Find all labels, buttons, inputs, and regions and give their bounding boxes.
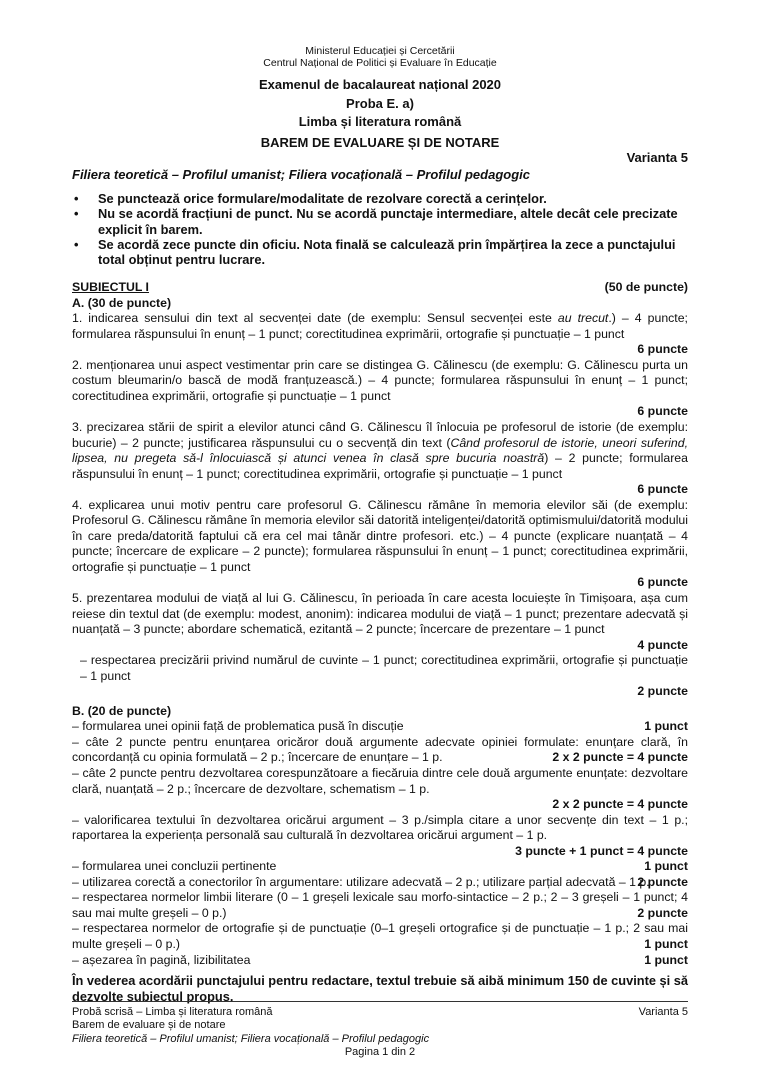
part-a-heading: A. (30 de puncte) xyxy=(72,295,172,310)
b-item-score: 2 puncte xyxy=(637,905,688,920)
footer-line1: Probă scrisă – Limba și literatura română xyxy=(72,1006,273,1018)
subject1-title: SUBIECTUL I xyxy=(72,280,149,294)
b-item-score: 2 puncte xyxy=(637,874,688,889)
b-item-score: 1 punct xyxy=(644,952,688,967)
subject1-points: (50 de puncte) xyxy=(604,280,688,294)
b-item-score: 1 punct xyxy=(644,937,688,952)
b-item-score: 3 puncte + 1 punct = 4 puncte xyxy=(515,843,688,858)
b-item: – câte 2 puncte pentru dezvoltarea corespunzătoare a fiecăruia dintre cele două argumente enunțate: dezvoltare clară, nuanțată – 2 p.; încercare de dezvoltare, schematism – 1 p. xyxy=(72,766,688,796)
subject-content xyxy=(72,280,688,1004)
rules-list xyxy=(72,191,690,267)
proba-title: Proba E. a) xyxy=(346,96,414,111)
footer-varianta: Varianta 5 xyxy=(638,1006,688,1018)
barem-title: BAREM DE EVALUARE ȘI DE NOTARE xyxy=(260,135,500,150)
b-item: – câte 2 puncte pentru enunțarea oricăror două argumente adecvate opiniei formulate: enunțare clară, în concordanță cu opinia formulată – 2 p.; încercare de enunțare – 1 p. xyxy=(72,734,688,765)
b-item: – valorificarea textului în dezvoltarea oricărui argument – 3 p./simpla citare a unor secvențe din text – 1 p.; raportarea la experiența personală sau culturală în dezvoltarea oricărui argument – 1 p. xyxy=(72,812,688,843)
item-2: 2. menționarea unui aspect vestimentar prin care se distingea G. Călinescu (de exemplu: G. Călinescu purta un costum bleumarin/o bască de modă franțuzească.) – 4 puncte; formularea răspunsului în enunț – 1 punct; corectitudinea exprimării, ortografie și punctuație – 1 punct xyxy=(72,357,688,403)
center-line: Centrul Național de Politici și Evaluare în Educație xyxy=(263,57,497,69)
b-item-score: 1 punct xyxy=(644,719,688,734)
b-item-score: 2 x 2 puncte = 4 puncte xyxy=(552,750,688,765)
b-item: – formularea unei concluzii pertinente xyxy=(72,859,277,874)
item-1-score: 6 puncte xyxy=(637,342,688,357)
subject1-heading xyxy=(72,280,688,296)
b-item: – așezarea în pagină, lizibilitatea xyxy=(72,952,251,967)
footer-divider xyxy=(72,1001,688,1002)
varianta-label: Varianta 5 xyxy=(626,150,688,165)
exam-title: Examenul de bacalaureat național 2020 xyxy=(258,77,502,92)
rule-item: • Se punctează orice formulare/modalitate de rezolvare corectă a cerințelor. xyxy=(72,191,690,206)
b-item: – utilizarea corectă a conectorilor în argumentare: utilizare adecvată – 2 p.; utilizare parțial adecvată – 1 p. xyxy=(72,874,650,889)
part-b-heading: B. (20 de puncte) xyxy=(72,703,172,718)
b-item: – respectarea normelor limbii literare (0 – 1 greșeli lexicale sau morfo-sintactice – 2 p.; 2 – 3 greșeli – 1 punct; 4 sau mai multe greșeli – 0 p.) xyxy=(72,890,688,920)
item-4: 4. explicarea unui motiv pentru care profesorul G. Călinescu rămâne în memoria elevilor săi (de exemplu: Profesorul G. Călinescu rămâne în memoria elevilor săi datorită inteligenței/datorită optimismului/datorită modului în care preda/datorită faptului că era cel mai tânăr dintre profesori. etc.) – 4 puncte (explicare nuanțată – 4 puncte; încercare de explicare – 2 puncte); formularea răspunsului în enunț – 1 punct; corectitudinea exprimării, ortografie și punctuație – 1 punct xyxy=(72,497,688,574)
item-5-score: 4 puncte xyxy=(637,637,688,652)
rule-item: • Nu se acordă fracțiuni de punct. Nu se acordă punctaje intermediare, altele decât cele precizate explicit în barem. xyxy=(72,206,690,237)
page-number: Pagina 1 din 2 xyxy=(344,1046,416,1059)
b-item: – respectarea normelor de ortografie și de punctuație (0–1 greșeli ortografice și de punctuație – 1 p.; 2 sau mai multe greșeli – 0 p.) xyxy=(72,921,688,952)
item-3-score: 6 puncte xyxy=(637,482,688,497)
b-item-score: 1 punct xyxy=(644,859,688,874)
closing-note: În vederea acordării punctajului pentru redactare, textul trebuie să aibă minimum 150 de cuvinte și să dezvolte subiectul propus. xyxy=(72,973,688,1004)
item-4-score: 6 puncte xyxy=(637,575,688,590)
ministry-line: Ministerul Educației și Cercetării xyxy=(305,45,455,57)
b-item-score: 2 x 2 puncte = 4 puncte xyxy=(552,797,688,812)
footer xyxy=(72,1006,688,1060)
item-5: 5. prezentarea modului de viață al lui G. Călinescu, în perioada în care acesta locuiește în Timișoara, așa cum reiese din textul dat (de exemplu: modest, anonim): indicarea modului de viață – 1 punct; prezentare adecvată și nuanțată – 3 puncte; abordare schematică, ezitantă – 2 puncte; încercare de prezentare – 1 punct xyxy=(72,590,688,637)
item-6: – respectarea precizării privind numărul de cuvinte – 1 punct; corectitudinea exprimării, ortografie și punctuație – 1 punct xyxy=(80,653,688,683)
item-2-score: 6 puncte xyxy=(637,404,688,419)
item-3: 3. precizarea stării de spirit a elevilor atunci când G. Călinescu îl înlocuia pe profesorul de istorie (de exemplu: bucurie) – 2 puncte; justificarea răspunsului cu o secvență din text (Când profesorul de istorie, uneori suferind, lipsea, nu pregeta să-l înlocuiască și atunci venea în clasă spre bucuria noastră) – 2 puncte; formularea răspunsului în enunț – 1 punct; corectitudinea exprimării, ortografie și punctuație – 1 punct xyxy=(72,419,689,481)
rule-item: • Se acordă zece puncte din oficiu. Nota finală se calculează prin împărțirea la zece a punctajului total obținut pentru lucrare. xyxy=(72,237,690,268)
b-item: – formularea unei opinii față de problematica pusă în discuție xyxy=(72,719,404,734)
footer-line2: Barem de evaluare și de notare xyxy=(72,1019,226,1032)
footer-line3: Filiera teoretică – Profilul umanist; Filiera vocațională – Profilul pedagogic xyxy=(72,1032,430,1045)
item-6-score: 2 puncte xyxy=(637,684,688,699)
filiera-line: Filiera teoretică – Profilul umanist; Filiera vocațională – Profilul pedagogic xyxy=(72,167,531,182)
subject-title: Limba și literatura română xyxy=(298,114,462,129)
item-1: 1. indicarea sensului din text al secvenței date (de exemplu: Sensul secvenței este au trecut.) – 4 puncte; formularea răspunsului în enunț – 1 punct; corectitudinea exprimării, ortografie și punctuație – 1 punct xyxy=(72,311,688,341)
